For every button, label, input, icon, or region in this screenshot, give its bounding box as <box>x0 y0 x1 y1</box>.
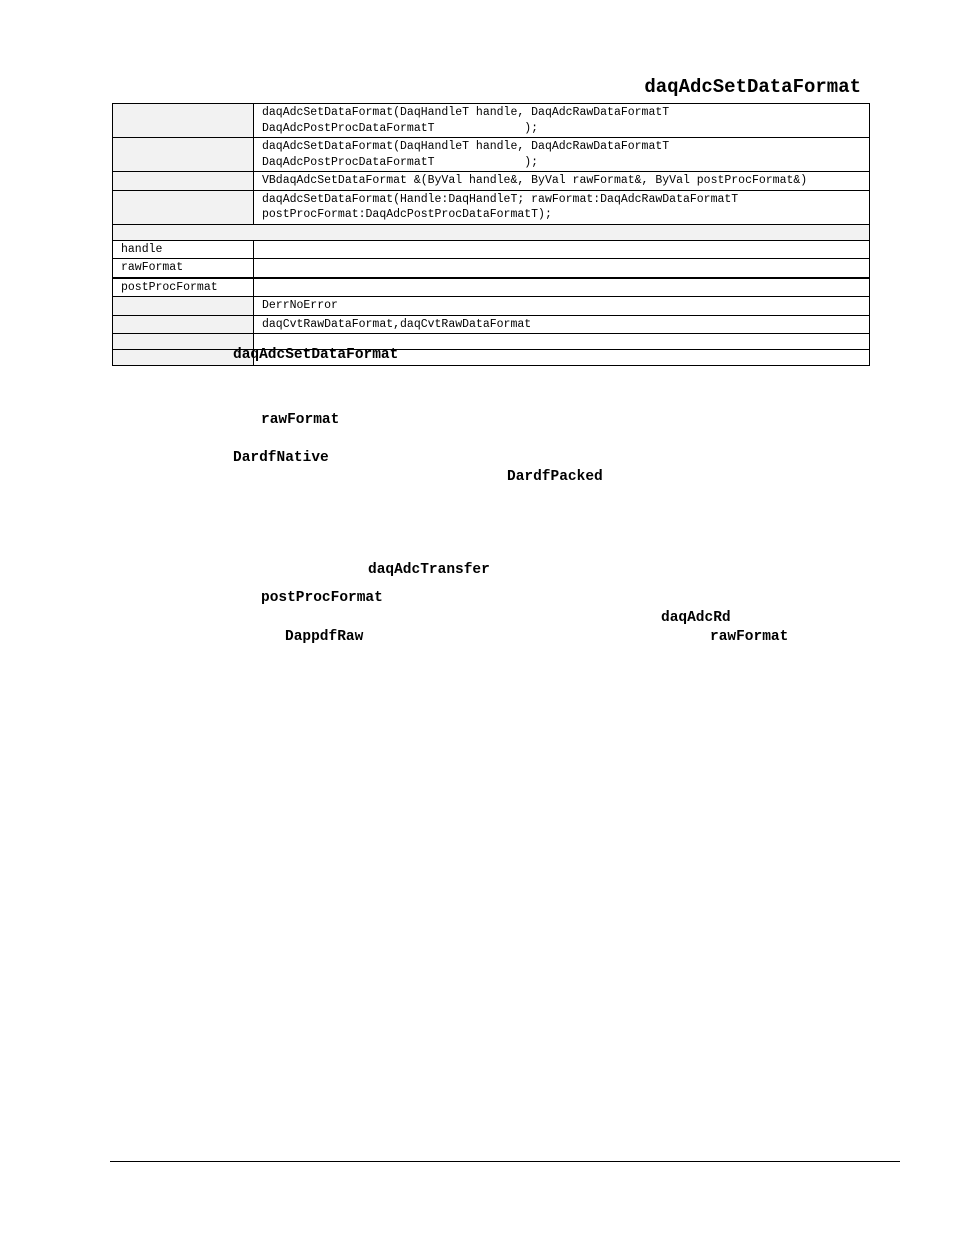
table-section-header <box>113 224 870 240</box>
table-row <box>113 138 870 172</box>
pascal-prototype-cell <box>254 190 870 224</box>
row-label-cell <box>113 172 254 191</box>
row-label-cell <box>113 190 254 224</box>
table-row <box>113 297 870 316</box>
function-name-term: daqAdcSetDataFormat <box>233 347 399 363</box>
raw-format-term: rawFormat <box>261 412 340 428</box>
function-reference-table <box>112 103 870 366</box>
footer-rule <box>110 1161 900 1162</box>
post-proc-format-term: postProcFormat <box>261 590 383 606</box>
cpp-prototype-cell <box>254 138 870 172</box>
table-row <box>113 172 870 191</box>
page-title: daqAdcSetDataFormat <box>644 76 861 98</box>
raw-format-term-2: rawFormat <box>710 629 789 645</box>
see-also-cell: daqCvtRawDataFormat,daqCvtRawDataFormat <box>254 315 870 334</box>
pascal-prototype-line-2: postProcFormat:DaqAdcPostProcDataFormatT); <box>262 208 552 221</box>
c-prototype-line-2: DaqAdcPostProcDataFormatT ); <box>262 121 539 135</box>
adc-rd-term: daqAdcRd <box>661 610 731 626</box>
table-row <box>113 104 870 138</box>
section-header-cell <box>113 224 870 240</box>
adc-transfer-term: daqAdcTransfer <box>368 562 490 578</box>
pascal-prototype-line-1: daqAdcSetDataFormat(Handle:DaqHandleT; rawFormat:DaqAdcRawDataFormatT <box>262 192 739 206</box>
row-label-cell <box>113 104 254 138</box>
param-name-cell: handle <box>113 240 254 259</box>
table-row <box>113 315 870 334</box>
cpp-prototype-line-1: daqAdcSetDataFormat(DaqHandleT handle, DaqAdcRawDataFormatT <box>262 140 670 153</box>
param-name-cell: rawFormat <box>113 259 254 278</box>
vb-prototype-cell: VBdaqAdcSetDataFormat &(ByVal handle&, ByVal rawFormat&, ByVal postProcFormat&) <box>254 172 870 191</box>
param-desc-cell <box>254 240 870 259</box>
table-row <box>113 350 870 366</box>
table-row <box>113 334 870 350</box>
cpp-prototype-line-2: DaqAdcPostProcDataFormatT ); <box>262 155 539 169</box>
table-row <box>113 259 870 278</box>
param-name-cell: postProcFormat <box>113 278 254 297</box>
table-row <box>113 240 870 259</box>
row-label-cell <box>113 315 254 334</box>
param-desc-cell <box>254 259 870 278</box>
pdf-raw-term: DappdfRaw <box>285 629 364 645</box>
packed-format-term: DardfPacked <box>507 469 603 485</box>
returns-cell: DerrNoError <box>254 297 870 316</box>
c-prototype-cell <box>254 104 870 138</box>
table-row <box>113 190 870 224</box>
table-row <box>113 278 870 297</box>
row-label-cell <box>113 138 254 172</box>
native-format-term: DardfNative <box>233 450 329 466</box>
row-label-cell <box>113 297 254 316</box>
c-prototype-line-1: daqAdcSetDataFormat(DaqHandleT handle, DaqAdcRawDataFormatT <box>262 106 670 119</box>
param-desc-cell <box>254 278 870 297</box>
